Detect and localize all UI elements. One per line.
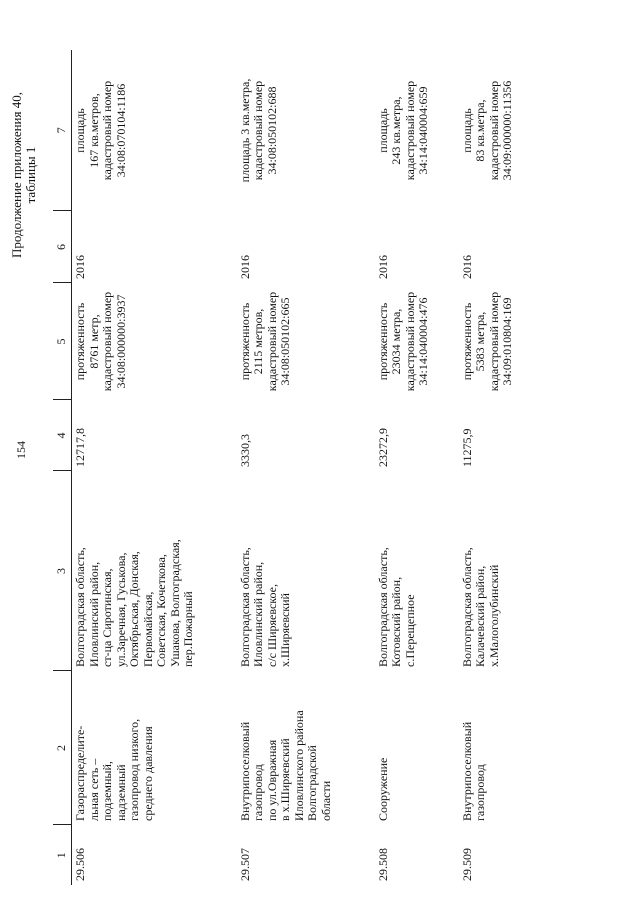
object-characteristics: протяженность 23034 метра, кадастровый номер 34:14:040004:476 [375, 291, 430, 392]
table-row [459, 50, 535, 885]
header-cell-4: 4 [53, 400, 72, 471]
object-cost: 23272,9 [375, 428, 390, 467]
header-cell-1: 1 [53, 825, 72, 885]
row-number: 29.506 [73, 848, 87, 881]
land-plot: площадь 167 кв.метров, кадастровый номер 34:08:070104:1186 [73, 80, 128, 181]
header-cell-5: 5 [53, 283, 72, 400]
object-cost: 11275,9 [459, 428, 474, 467]
header-cell-7: 7 [53, 50, 72, 211]
object-name: Внутрипоселковый газопровод по ул.Овражная в х.Ширяевский Иловлинского района Волгоградской области [237, 710, 333, 821]
object-name: Сооружение [375, 757, 390, 821]
continuation-note [10, 45, 38, 305]
object-year: 2016 [459, 255, 474, 279]
row-number: 29.509 [459, 848, 474, 881]
object-cost: 12717,8 [73, 428, 87, 467]
object-address: Волгоградская область, Иловлинский район, ст-ца Сиротинская, ул.Заречная, Гуськова, Октябрьская, Донская, Первомайская, Советская, Кочеткова, Ушакова, Волгоградская, пер.Пожарный [73, 539, 195, 667]
object-address: Волгоградская область, Иловлинский район, с/с Ширяевское, х.Ширяевский [237, 547, 292, 667]
table-row [237, 50, 375, 885]
header-cell-3: 3 [53, 471, 72, 671]
object-name: Внутрипоселковый газопровод [459, 721, 487, 821]
page-number: 154 [14, 441, 28, 459]
object-characteristics: протяженность 5383 метра, кадастровый номер 34:09:010804:169 [459, 291, 514, 392]
continuation-line-2: таблицы 1 [23, 146, 38, 204]
continuation-line-1: Продолжение приложения 40, [9, 92, 24, 259]
table-row [72, 50, 237, 885]
header-cell-2: 2 [53, 671, 72, 825]
object-characteristics: протяженность 2115 метров, кадастровый номер 34:08:050102:665 [237, 291, 292, 392]
object-year: 2016 [375, 255, 390, 279]
header-row [53, 50, 72, 885]
object-characteristics: протяженность 8761 метр, кадастровый номер 34:08:000000:3937 [73, 291, 128, 392]
row-number: 29.507 [237, 848, 252, 881]
land-plot: площадь 83 кв.метра, кадастровый номер 34:09:000000:11356 [459, 80, 514, 181]
object-address: Волгоградская область, Котовский район, с.Перещепное [375, 547, 417, 667]
data-table [53, 50, 535, 885]
object-year: 2016 [73, 255, 87, 279]
table-row [375, 50, 459, 885]
object-address: Волгоградская область, Калачевский район, х.Малоголубинский [459, 547, 501, 667]
object-year: 2016 [237, 255, 252, 279]
land-plot: площадь 3 кв.метра, кадастровый номер 34:08:050102:688 [237, 78, 279, 183]
object-cost: 3330,3 [237, 434, 252, 467]
land-plot: площадь 243 кв.метра, кадастровый номер 34:14:040004:659 [375, 80, 430, 181]
header-cell-6: 6 [53, 211, 72, 283]
object-name: Газораспределите- льная сеть – подземный, надземный газопровод низкого, среднего давления [73, 718, 155, 821]
row-number: 29.508 [375, 848, 390, 881]
